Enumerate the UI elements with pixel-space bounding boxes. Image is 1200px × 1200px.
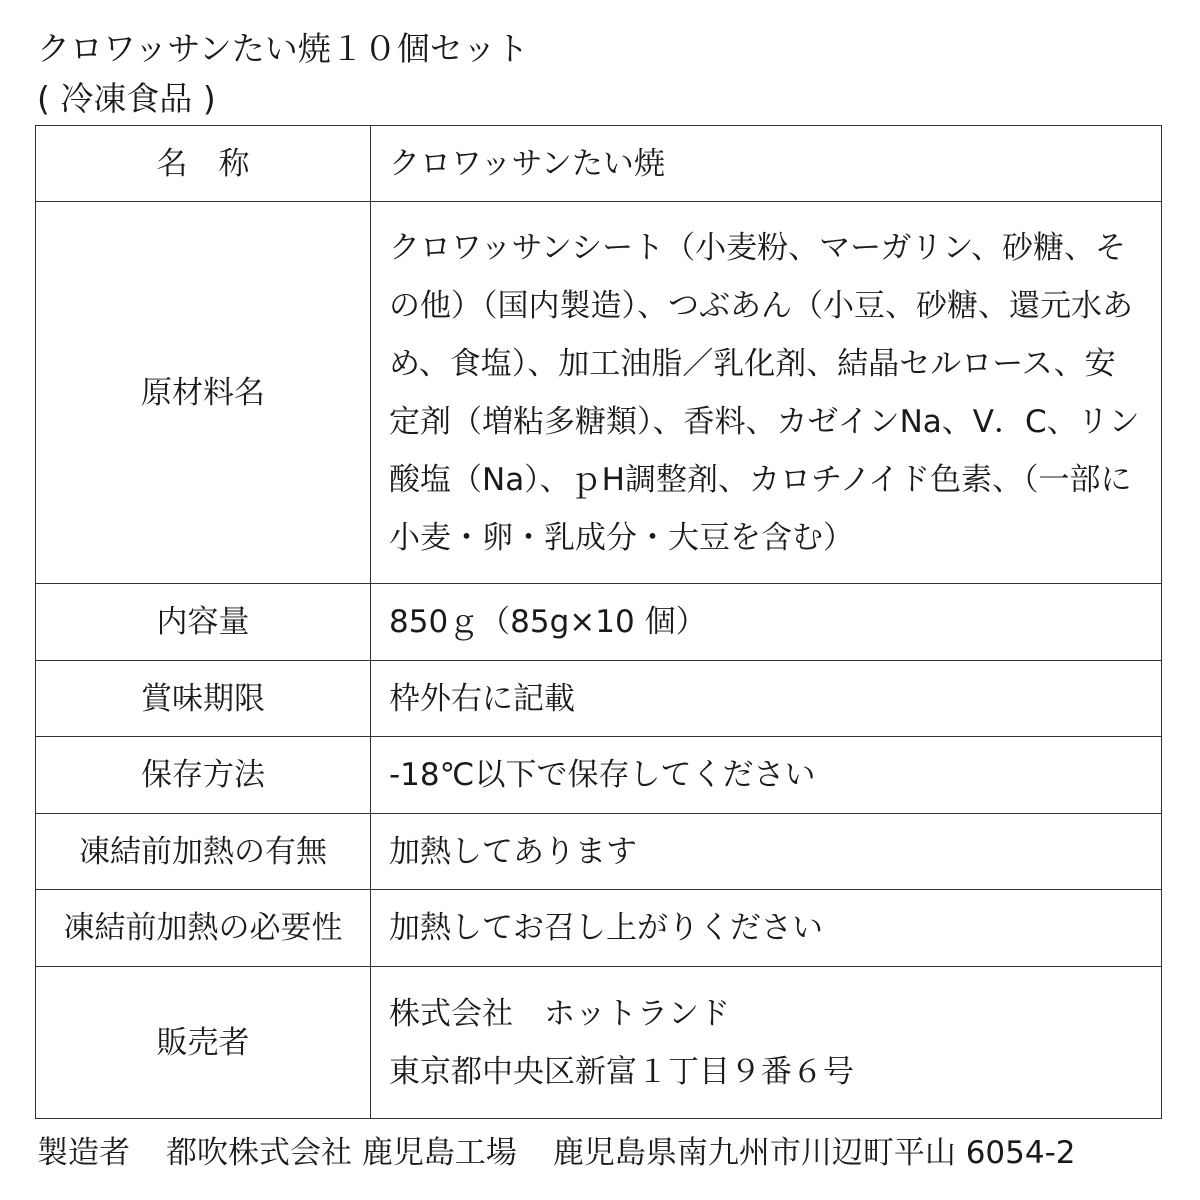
row-value [371, 814, 1162, 890]
table-row-content-amount [36, 584, 1162, 661]
row-label: 内容量 [36, 584, 371, 661]
manufacturer-role: 製造者 [37, 1135, 130, 1171]
row-value [371, 661, 1162, 737]
row-value [371, 967, 1162, 1119]
table-row-heating-required [36, 890, 1162, 967]
table-row-ingredients [36, 202, 1162, 584]
row-label: 販売者 [36, 967, 371, 1119]
row-label: 保存方法 [36, 737, 371, 814]
value-line: の他）（国内製造）、つぶあん（小豆、砂糖、還元水あ [389, 287, 1133, 324]
value-line: 酸塩（Na）、ｐH調整剤、カロチノイド色素、（一部に [389, 461, 1132, 498]
row-value [371, 202, 1162, 584]
row-value [371, 584, 1162, 661]
value-line: -18℃以下で保存してください [389, 757, 816, 793]
value-line: 加熱してあります [389, 833, 637, 870]
product-spec-table [35, 125, 1162, 1119]
manufacturer-footer [37, 1135, 1076, 1171]
row-value [371, 890, 1162, 967]
value-line: 定剤（増粘多糖類）、香料、カゼインNa、V．C、リン [389, 403, 1140, 440]
row-label: 凍結前加熱の必要性 [36, 890, 371, 967]
row-label: 凍結前加熱の有無 [36, 814, 371, 890]
row-label: 賞味期限 [36, 661, 371, 737]
row-value [371, 737, 1162, 814]
row-label: 名 称 [36, 126, 371, 202]
value-line: 加熱してお召し上がりください [389, 910, 823, 946]
value-line: め、食塩）、加工油脂／乳化剤、結晶セルロース、安 [389, 345, 1116, 382]
table-row-name [36, 126, 1162, 202]
value-line: 東京都中央区新富１丁目９番６号 [389, 1053, 854, 1090]
manufacturer-company: 都吹株式会社 鹿児島工場 [166, 1135, 517, 1171]
table-row-storage [36, 737, 1162, 814]
manufacturer-address: 鹿児島県南九州市川辺町平山 6054-2 [552, 1135, 1076, 1171]
table-row-best-before [36, 661, 1162, 737]
page-title: クロワッサンたい焼１０個セット [37, 29, 529, 68]
value-line: クロワッサンたい焼 [389, 145, 665, 182]
value-line: 枠外右に記載 [389, 680, 575, 717]
value-line: 株式会社 ホットランド [389, 995, 730, 1032]
page-subtitle: ( 冷凍食品 ) [37, 79, 216, 118]
row-value [371, 126, 1162, 202]
table-row-seller [36, 967, 1162, 1119]
value-line: 850ｇ（85g×10 個） [389, 604, 707, 640]
value-line: 小麦・卵・乳成分・大豆を含む） [389, 519, 854, 556]
row-label: 原材料名 [36, 202, 371, 584]
value-line: クロワッサンシート（小麦粉、マーガリン、砂糖、そ [389, 229, 1127, 266]
table-row-heated-before-freezing [36, 814, 1162, 890]
